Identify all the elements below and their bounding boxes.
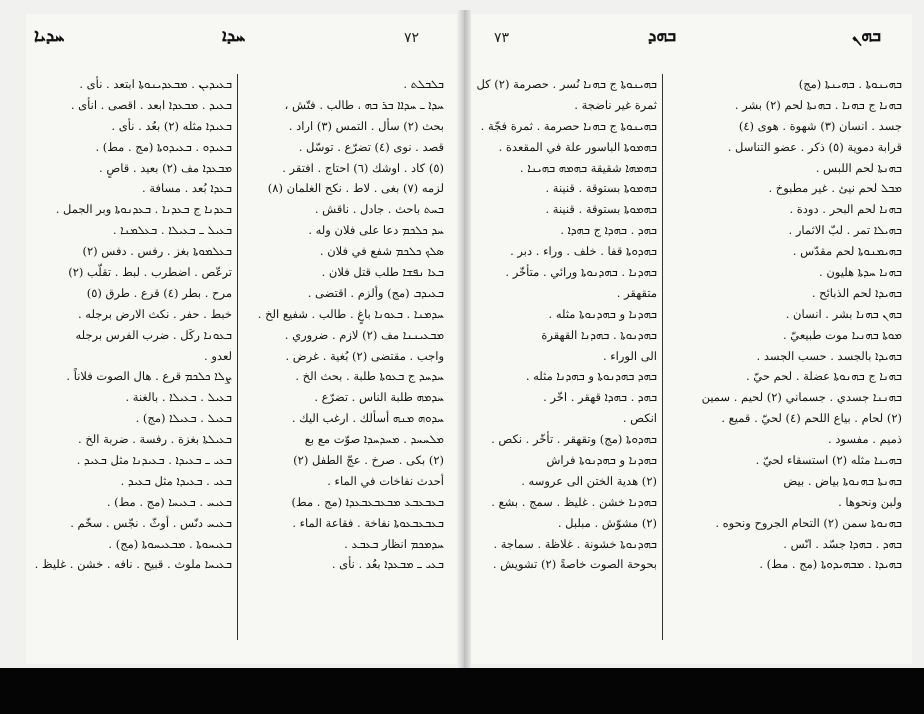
entry-line: ܒܥܝܠ ـ ܒܥܝܠܐ . ܒܥܠܡܢܐ . <box>112 223 232 238</box>
entry-line: ܣܠܟ ܟܠܟܡ شفع في فلان . <box>319 244 444 259</box>
entry-line: ܒܗܝܠܐ تمر . لبّ الاثمار . <box>788 223 902 238</box>
entry-line: ܒܥܝܕܝܢ . ܡܒܥܕܝܢܘܬܐ ابتعد . نأى . <box>79 77 232 91</box>
entry-line: ܒܗܝܡܢܘܬܐ لحم مقدّس . <box>792 244 902 259</box>
entry-line: ܒܗܝܢܘܬܐ ج ܒܗܢܐ حصرمة . ثمرة فجّة . <box>480 118 657 133</box>
entry-line: ܒܥܝ ـ ܒܥܝܕܐ . ܒܥܝܕܢܐ مثل ܒܥܝܕ . <box>76 453 232 468</box>
entry-line: ܒܗܝܢܘܬܐ . ܒܗܝܢܬܐ (مج) <box>798 77 902 91</box>
entry-line: ܒܗܢܐ ج ܒܗܢܘܬܐ عضلة . لحم حيّ . <box>745 369 902 384</box>
entry-line: بحث (٢) سأل . التمس (٣) اراد . <box>288 118 444 133</box>
entry-line: ܒܥܝܕܒ (مج) وألزم . اقتضى . <box>307 285 444 300</box>
entry-line: ܒܥܝܠ . ܒܥܝܠܐ (مج) . <box>135 411 232 426</box>
entry-line: ܒܗܕ ܒܗܕܢܘܬܐ و ܒܗܕܢܐ مثله . <box>525 369 657 384</box>
entry-line: ܒܗܢܢܐ جسدي . جسماني (٢) لحيم . سمين <box>701 390 902 405</box>
entry-line: ܒܗܝܕܐ بالجسد . حسب الجسد . <box>756 348 902 363</box>
entry-line: ܒܗܝܕܐ . ܡܒܗܝܕܘܬܐ (مج . مط) . <box>759 557 902 572</box>
entry-line: مرح . بطر (٤) قرع . طرق (٥) <box>86 285 232 300</box>
entry-line: انكص . <box>622 411 657 426</box>
right-header-word-2: ܒܗܕ <box>648 26 677 46</box>
entry-line: ܡܠܚܚܕ . ܡܚܕܚܕܐ صوّت مع بع <box>304 432 444 447</box>
entry-line: ܒܗܢܐ ج ܒܗܢܐ . ܒܗܢܬܐ لحم (٢) بشر . <box>734 97 902 112</box>
left-page-number: ٧٢ <box>404 30 420 46</box>
entry-line: ܒܥܝܠܬܐ بغزة . رفسة . ضربة الخ . <box>78 432 232 447</box>
entry-line: ܡܒܠ لحم نيئ . غير مطبوخ . <box>768 181 902 196</box>
entry-line: ܚܕܡܗ طلبة الناس . تضرّع . <box>314 390 444 405</box>
right-page-column-2 <box>476 74 657 640</box>
entry-line: ܒܗܡܗܐ شقيقة ܒܗܡܗ ܒܗܝܢܐ . <box>519 160 657 175</box>
entry-line: واجب . مقتضى (٢) بُغية . غرض . <box>285 348 444 363</box>
book-gutter <box>457 10 471 668</box>
entry-line: ܚܕܡܢܐ . ܒܥܘܢܐ باغٍ . طالب . شفيع الخ . <box>257 306 444 321</box>
entry-line: ولبن ونحوها . <box>838 494 902 509</box>
entry-line: ܚܕܘܗ ܡܢܗ أسألك . ارغب اليك . <box>291 411 444 426</box>
entry-line: ܒܗܝܕܐ لحم الذبائح . <box>811 285 902 300</box>
entry-line: ܒܥܠܡܘܬܐ بغز . رفس . دفس (٢) <box>82 244 232 259</box>
entry-line: خبط . حفر . نكث الارض برجله . <box>77 306 232 321</box>
left-header-word: ܚܕܝܐ <box>34 26 65 46</box>
left-column-rule <box>237 74 238 640</box>
entry-line: ܒܗܕܢܘܬܐ خشونة . غلاظة . سماجة . <box>493 536 657 551</box>
entry-line: ܚܕܡܟܡ انظار ܒܥܒܥ . <box>344 536 444 551</box>
entry-line: ܒܗܢܘܬܐ سمن (٢) التحام الجروح ونحوه . <box>715 515 902 530</box>
entry-line: ܒܥܝܕܐ مثله (٢) بعُد . نأى . <box>111 118 232 133</box>
entry-line: ܒܥܐ ܢܦܫܐ طلب قتل فلان . <box>321 265 444 280</box>
entry-line: ܒܥܕܢܐ ج ܒܥܕܢܐ . ܒܥܕܢܘܬܐ وبر الجمل . <box>55 202 232 217</box>
entry-line: ܒܗܕܢܐ و ܒܗܕܢܘܬܐ فراش <box>546 453 657 468</box>
entry-line: (٢) مشوّش . مبلبل . <box>557 515 657 530</box>
entry-line: ذميم . مفسود . <box>828 432 902 447</box>
left-header-word-2: ܚܕܐ <box>222 26 246 46</box>
entry-line: (٥) كاد . اوشك (٦) احتاج . افتقر . <box>282 160 444 175</box>
entry-line: جسد . انسان (٣) شهوة . هوى (٤) <box>738 118 902 133</box>
entry-line: ܒܗܕܢܐ و ܒܗܕܢܘܬܐ مثله . <box>548 306 657 321</box>
entry-line: ܒܗܕ . ܒܗܕܐ قهقر . اخّر . <box>543 390 657 405</box>
entry-line: لزمه (٧) بغى . لاط . نكح الغلمان (٨) <box>267 181 444 196</box>
entry-line: ܒܗܢܐ ܚܕܬܐ هليون . <box>819 265 902 280</box>
entry-line: لعدو . <box>204 348 232 363</box>
entry-line: ܒܠܒܠܬ . <box>403 77 444 91</box>
entry-line: ܚܕܚܕ ج ܒܥܘܬܐ طلبة . بحث الخ . <box>295 369 444 384</box>
entry-line: ܒܗܡܘܬܐ الباسور علة في المقعدة . <box>498 139 657 154</box>
entry-line: ܒܥܝ . ܒܥܝܕܐ مثل ܒܥܝܕ . <box>120 473 232 488</box>
entry-line: ܚܕ ܟܠܟܡ دعا على فلان وله . <box>308 223 444 238</box>
entry-line: ܒܗܕܘܬܐ (مج) وتقهقر . تأخّر . نكص . <box>491 432 657 447</box>
entry-line: ܒܥܝܚ دنّس . أوثّ . نجّس . سخّم . <box>70 515 232 530</box>
entry-line: ܡܘܬܐ ܒܗܢܝܐ موت طبيعيّ . <box>782 327 902 342</box>
entry-line: قصد . نوى (٤) تضرّع . توسّل . <box>298 139 444 154</box>
entry-line: بحوحة الصوت خاصةً (٢) تشويش . <box>492 557 657 572</box>
entry-line: (٢) هدية الختن الى عروسه . <box>521 473 657 488</box>
entry-line: ܒܥܝܚܘܬܐ . ܡܒܥܝܚܘܬܐ (مج) . <box>108 536 232 551</box>
entry-line: أحدث نفاخات في الماء . <box>327 473 444 488</box>
entry-line: ܒܗܡܘܬܐ بستوقة . قنينة . <box>545 202 657 217</box>
entry-line: ترعّص . اضطرب . لبط . تقلّب (٢) <box>68 265 232 280</box>
entry-line: (٢) بكى . صرخ . عجّ الطفل (٢) <box>293 453 444 468</box>
entry-line: ثمرة غير ناضجة . <box>574 97 657 112</box>
right-column-rule <box>662 74 663 640</box>
entry-line: ܒܥܝܠ . ܒܥܝܠܐ . بالغنة . <box>125 390 232 405</box>
right-header-word: ܒܗܢ <box>852 26 882 46</box>
entry-line: قرابة دموية (٥) ذكر . عضو التناسل . <box>727 139 902 154</box>
entry-line: ܒܚܬ باحث . جادل . ناقش . <box>314 202 444 217</box>
entry-line: ܨܠܐ ܟܠܟܡ قرع . هال الصوت فلاناً . <box>66 369 232 384</box>
entry-line: ܒܗܕܢܘܬܐ . ܒܗܕܢܐ القهقرة <box>541 327 657 342</box>
entry-line: ܒܥܝ ـ ܡܒܥܕܐ بعُد . نأى . <box>331 557 444 572</box>
entry-line: ܒܗܢܬܐ لحم اللبس . <box>815 160 902 175</box>
right-page-number: ٧٣ <box>494 30 510 46</box>
entry-line: ܒܥܕܐ بُعد . مسافة . <box>142 181 232 196</box>
entry-line: ܒܗܡܘܬܐ بستوقة . قنينة . <box>545 181 657 196</box>
left-page-column-1 <box>242 74 444 640</box>
entry-line: ܒܗܝܢܐ مثله (٢) استسقاء لحيّ . <box>755 453 902 468</box>
entry-line: ܒܥܒܥܒܥܘܬܐ نفاخة . فقاعة الماء . <box>292 515 444 530</box>
entry-line: ܒܗܕܢܐ خشن . غليظ . سمج . بشع . <box>491 494 657 509</box>
entry-line: ܒܥܝܕܘ . ܒܥܝܕܘܬܐ (مج . مط) . <box>95 139 232 154</box>
entry-line: ܒܥܒܥܒܥ ܡܒܥܒܥܒܥܕܐ (مج . مط) <box>291 494 444 509</box>
entry-line: ܒܗܢܐ لحم البحر . دودة . <box>789 202 902 217</box>
entry-line: ܒܥܘܢܐ ركَل . ضرب الفرس برجله <box>75 327 232 342</box>
right-page-column-1 <box>667 74 902 640</box>
entry-line: متقهقر . <box>616 285 657 300</box>
entry-line: (٢) لحام . بياع اللحم (٤) لحيّ . قميع . <box>721 411 902 426</box>
entry-line: ܒܗܕ . ܒܗܕܐ جسّد . انّس . <box>783 536 902 551</box>
entry-line: ܡܒܥܝܢܢܐ مف (٢) لازم . ضروري . <box>284 327 444 342</box>
entry-line: ܚܕܐ ـ ܚܕܐܐ ܒܪ ܒܗ ، طالب . فتّش ، <box>284 97 444 112</box>
entry-line: ܡܒܥܕܐ مف (٢) بعيد . قاصٍ . <box>99 160 232 175</box>
entry-line: ܒܗܕܘܬܐ قفا . خلف . وراء . دبر . <box>510 244 657 259</box>
entry-line: ܒܗܢܬܐ ܒܗܢܘܬܐ بياض . بيض <box>783 473 902 488</box>
entry-line: ܒܥܝܚܐ ملوث . قبيح . نافه . خشن . غليظ . <box>34 557 232 572</box>
entry-line: ܒܗܕ . ܒܗܕܐ ج ܒܗܕܐ . <box>560 223 657 238</box>
entry-line: ܒܥܝܕ . ܡܒܥܕܐ ابعد . اقصى . انأى . <box>70 97 232 112</box>
entry-line: ܒܥܝܚ . ܒܥܝܚܐ (مج . مط) . <box>106 494 232 509</box>
entry-line: الى الوراء . <box>602 348 657 363</box>
entry-line: ܒܗܝܢܘܬܐ ج ܒܗܢܐ نُسر . حصرمة (٢) كل <box>476 77 657 91</box>
scanner-bottom-edge <box>0 668 924 714</box>
entry-line: ܒܗܕܢܐ . ܒܗܕܢܘܬܐ ورائي . متأخّر . <box>505 265 657 280</box>
left-page-column-2 <box>34 74 232 640</box>
entry-line: ܒܗܢ ܒܗܢܐ بشر . انسان . <box>785 306 902 321</box>
